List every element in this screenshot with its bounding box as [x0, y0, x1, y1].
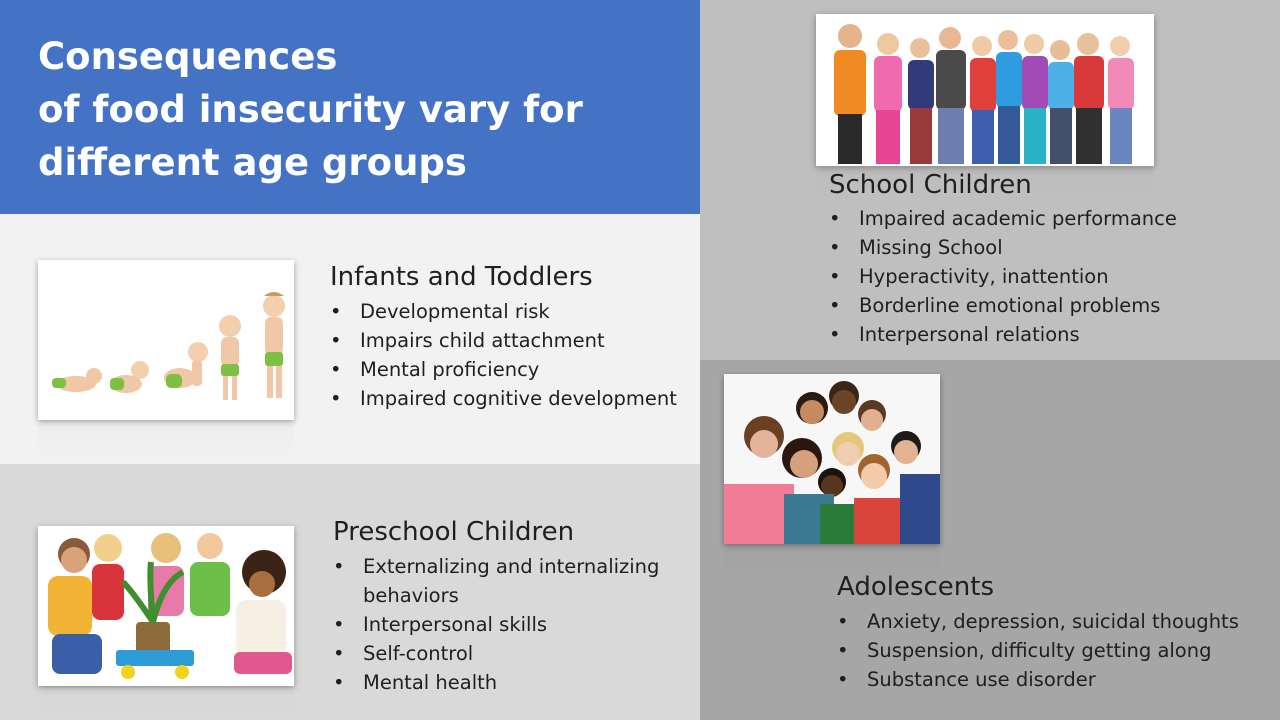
list-item: • Anxiety, depression, suicidal thoughts	[837, 607, 1239, 636]
list-item: • Borderline emotional problems	[829, 291, 1177, 320]
photo-reflection	[38, 688, 294, 718]
teenagers-group-photo	[724, 374, 940, 544]
list-item: • Mental health	[333, 668, 659, 697]
preschool-children-photo	[38, 526, 294, 686]
slide-title	[38, 30, 678, 189]
list-item: • Externalizing and internalizing	[333, 552, 659, 581]
list-item: • Impaired academic performance	[829, 204, 1177, 233]
photo-reflection	[38, 422, 294, 462]
school-heading: School Children	[829, 170, 1032, 200]
baby-development-photo	[38, 260, 294, 420]
infants-list	[330, 297, 677, 413]
adolescents-list	[837, 607, 1239, 694]
list-item: • Developmental risk	[330, 297, 677, 326]
preschool-panel	[0, 464, 700, 720]
list-item: • Hyperactivity, inattention	[829, 262, 1177, 291]
school-list	[829, 204, 1177, 349]
list-item: • Interpersonal relations	[829, 320, 1177, 349]
school-children-photo	[816, 14, 1154, 166]
adolescents-heading: Adolescents	[837, 572, 995, 602]
list-item: • Impaired cognitive development	[330, 384, 677, 413]
list-item: • Substance use disorder	[837, 665, 1239, 694]
list-item: • Interpersonal skills	[333, 610, 659, 639]
list-item: • Missing School	[829, 233, 1177, 262]
preschool-list	[333, 552, 659, 697]
list-item: • Mental proficiency	[330, 355, 677, 384]
adolescent-panel	[700, 360, 1280, 720]
infants-panel	[0, 214, 700, 464]
list-item: • Self-control	[333, 639, 659, 668]
school-panel	[700, 0, 1280, 360]
list-item: • Suspension, difficulty getting along	[837, 636, 1239, 665]
title-line-1: Consequences	[38, 35, 338, 78]
title-panel	[0, 0, 700, 214]
preschool-heading: Preschool Children	[333, 517, 575, 547]
infants-heading: Infants and Toddlers	[330, 262, 593, 292]
list-item-continuation: behaviors	[363, 584, 459, 607]
list-item: • Impairs child attachment	[330, 326, 677, 355]
title-line-3: different age groups	[38, 141, 467, 184]
title-line-2: of food insecurity vary for	[38, 88, 583, 131]
